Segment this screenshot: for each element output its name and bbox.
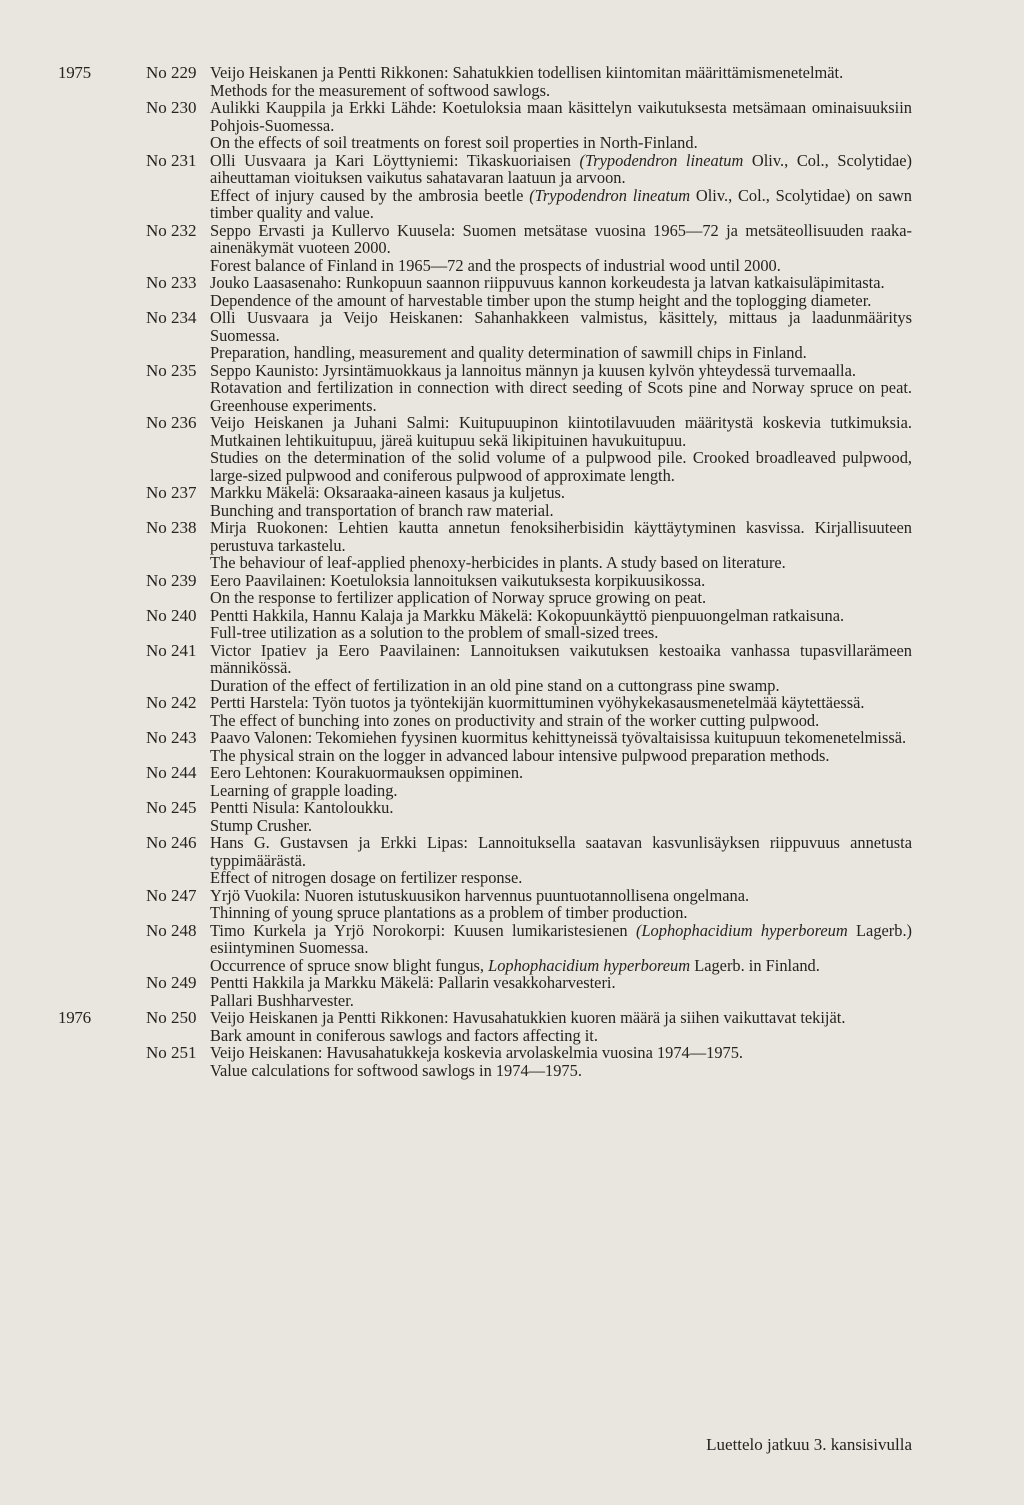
english-title: The physical strain on the logger in advanced labour intensive pulpwood preparation methods.: [210, 745, 830, 765]
publication-number: No 237: [146, 483, 197, 502]
publication-number: No 236: [146, 413, 197, 432]
publication-entry: [0, 607, 1024, 642]
publication-entry: [0, 694, 1024, 729]
publication-entry: [0, 152, 1024, 222]
publication-number: No 240: [146, 605, 197, 625]
finnish-title: Pentti Nisula: Kantoloukku.: [210, 798, 394, 817]
entry-text: [210, 764, 912, 799]
publication-number: No 239: [146, 570, 197, 590]
entry-text: [210, 642, 912, 695]
english-title: Forest balance of Finland in 1965—72 and the prospects of industrial wood until 2000.: [210, 255, 781, 275]
finnish-title: Pentti Hakkila ja Markku Mäkelä: Pallarin vesakkoharvesteri.: [210, 973, 616, 992]
finnish-title: Veijo Heiskanen ja Juhani Salmi: Kuitupuupinon kiintotilavuuden määritystä koskevia tutkimuksia. Mutkainen lehtikuitupuu, järeä kuitupuu sekä likipituinen havukuitupuu.: [210, 413, 912, 450]
publication-entry: [0, 572, 1024, 607]
finnish-title: Veijo Heiskanen: Havusahatukkeja koskevia arvolaskelmia vuosina 1974—1975.: [210, 1043, 744, 1062]
english-title: Bark amount in coniferous sawlogs and factors affecting it.: [210, 1025, 598, 1045]
publication-number: No 248: [146, 920, 197, 940]
entry-text: [210, 1009, 912, 1044]
publication-entry: [0, 414, 1024, 484]
english-title: The effect of bunching into zones on productivity and strain of the worker cutting pulpwood.: [210, 710, 820, 730]
publication-number: No 242: [146, 693, 197, 712]
finnish-title: Victor Ipatiev ja Eero Paavilainen: Lannoituksen vaikutuksen kestoaika vanhassa tupasvillarämeen männikössä.: [210, 640, 912, 677]
entry-text: [210, 572, 912, 607]
finnish-title: Yrjö Vuokila: Nuoren istutuskuusikon harvennus puuntuotannollisena ongelmana.: [210, 885, 750, 905]
finnish-title: Hans G. Gustavsen ja Erkki Lipas: Lannoituksella saatavan kasvunlisäyksen riippuvuus annetusta typpimäärästä.: [210, 833, 912, 870]
english-title: On the effects of soil treatments on forest soil properties in North-Finland.: [210, 133, 698, 152]
entry-text: [210, 222, 912, 275]
entry-text: [210, 414, 912, 484]
entry-text: [210, 484, 912, 519]
publication-number: No 233: [146, 273, 197, 292]
finnish-title: Veijo Heiskanen ja Pentti Rikkonen: Sahatukkien todellisen kiintomitan määrittämismenetelmät.: [210, 63, 844, 82]
english-title: Learning of grapple loading.: [210, 780, 398, 800]
publication-number: No 251: [146, 1043, 197, 1062]
english-title: Full-tree utilization as a solution to the problem of small-sized trees.: [210, 623, 659, 642]
publication-number: No 246: [146, 833, 197, 852]
publication-number: No 244: [146, 763, 197, 782]
entry-text: [210, 729, 912, 764]
publication-entry: [0, 974, 1024, 1009]
english-title: Value calculations for softwood sawlogs in 1974—1975.: [210, 1060, 582, 1080]
publication-entry: [0, 274, 1024, 309]
publication-list: [0, 64, 1024, 1079]
finnish-title: Paavo Valonen: Tekomiehen fyysinen kuormitus kehittyneissä työvaltaisissa kuitupuun tekomenetelmissä.: [210, 728, 907, 747]
finnish-title: Pertti Harstela: Työn tuotos ja työntekijän kuormittuminen vyöhykekasausmenetelmää käytettäessä.: [210, 693, 865, 712]
publication-entry: [0, 309, 1024, 362]
entry-text: [210, 974, 912, 1009]
entry-text: [210, 362, 912, 415]
english-title: Dependence of the amount of harvestable timber upon the stump height and the toplogging diameter.: [210, 290, 872, 310]
publication-entry: [0, 484, 1024, 519]
publication-number: No 234: [146, 308, 197, 327]
english-title: Rotavation and fertilization in connection with direct seeding of Scots pine and Norway spruce on peat. Greenhouse experiments.: [210, 378, 912, 415]
finnish-title: Eero Lehtonen: Kourakuormauksen oppiminen.: [210, 763, 524, 782]
english-title: Occurrence of spruce snow blight fungus, Lophophacidium hyperboreum Lagerb. in Finland.: [210, 955, 820, 975]
entry-text: [210, 922, 912, 975]
english-title: Effect of nitrogen dosage on fertilizer response.: [210, 868, 523, 887]
finnish-title: Markku Mäkelä: Oksaraaka-aineen kasaus ja kuljetus.: [210, 483, 565, 502]
publication-entry: [0, 887, 1024, 922]
entry-text: [210, 64, 912, 99]
publication-number: No 229: [146, 63, 197, 82]
publication-number: No 230: [146, 98, 197, 117]
english-title: Pallari Bushharvester.: [210, 990, 354, 1010]
entry-text: [210, 887, 912, 922]
publication-number: No 231: [146, 150, 197, 170]
publication-number: No 247: [146, 885, 197, 905]
finnish-title: Jouko Laasasenaho: Runkopuun saannon riippuvuus kannon korkeudesta ja latvan katkaisuläpimitasta.: [210, 273, 885, 292]
publication-number: No 249: [146, 973, 197, 992]
publication-number: No 243: [146, 728, 197, 747]
publication-entry: [0, 729, 1024, 764]
finnish-title: Seppo Ervasti ja Kullervo Kuusela: Suomen metsätase vuosina 1965—72 ja metsäteollisuuden raaka-ainenäkymät vuoteen 2000.: [210, 220, 912, 257]
publication-number: No 245: [146, 798, 197, 817]
english-title: On the response to fertilizer application of Norway spruce growing on peat.: [210, 588, 707, 607]
english-title: Studies on the determination of the solid volume of a pulpwood pile. Crooked broadleaved pulpwood, large-sized pulpwood and coniferous pulpwood of approximate length.: [210, 448, 912, 485]
entry-text: [210, 99, 912, 152]
finnish-title: Aulikki Kauppila ja Erkki Lähde: Koetuloksia maan käsittelyn vaikutuksesta metsämaan ominaisuuksiin Pohjois-Suomessa.: [210, 98, 912, 135]
publication-entry: [0, 764, 1024, 799]
continuation-note: Luettelo jatkuu 3. kansisivulla: [706, 1435, 912, 1454]
publication-entry: [0, 222, 1024, 275]
finnish-title: Mirja Ruokonen: Lehtien kautta annetun fenoksiherbisidin käyttäytyminen kasvissa. Kirjallisuuteen perustuva tarkastelu.: [210, 518, 912, 555]
finnish-title: Veijo Heiskanen ja Pentti Rikkonen: Havusahatukkien kuoren määrä ja siihen vaikuttavat tekijät.: [210, 1008, 846, 1027]
entry-text: [210, 607, 912, 642]
entry-text: [210, 799, 912, 834]
publication-number: No 250: [146, 1008, 197, 1027]
entry-text: [210, 1044, 912, 1079]
entry-text: [210, 274, 912, 309]
entry-text: [210, 309, 912, 362]
year-label: 1975: [58, 63, 91, 82]
publication-entry: [0, 834, 1024, 887]
english-title: Stump Crusher.: [210, 815, 312, 835]
entry-text: [210, 152, 912, 222]
entry-text: [210, 694, 912, 729]
publication-number: No 232: [146, 220, 197, 240]
entry-text: [210, 519, 912, 572]
finnish-title: Olli Uusvaara ja Veijo Heiskanen: Sahanhakkeen valmistus, käsittely, mittaus ja laadunmääritys Suomessa.: [210, 308, 912, 345]
publication-entry: [0, 519, 1024, 572]
finnish-title: Pentti Hakkila, Hannu Kalaja ja Markku Mäkelä: Kokopuunkäyttö pienpuuongelman ratkaisuna.: [210, 605, 845, 625]
finnish-title: Olli Uusvaara ja Kari Löyttyniemi: Tikaskuoriaisen (Trypodendron lineatum Oliv., Col., Scolytidae) aiheuttaman vioituksen vaikutus sahatavaran laatuun ja arvoon.: [210, 150, 912, 187]
publication-number: No 235: [146, 360, 197, 380]
publication-entry: [0, 642, 1024, 695]
publication-entry: [0, 1044, 1024, 1079]
english-title: Thinning of young spruce plantations as a problem of timber production.: [210, 903, 688, 922]
english-title: Bunching and transportation of branch raw material.: [210, 500, 554, 520]
publication-entry: [0, 64, 1024, 99]
english-title: Duration of the effect of fertilization in an old pine stand on a cuttongrass pine swamp.: [210, 675, 780, 695]
finnish-title: Seppo Kaunisto: Jyrsintämuokkaus ja lannoitus männyn ja kuusen kylvön yhteydessä turvemaalla.: [210, 360, 856, 380]
publication-number: No 241: [146, 640, 197, 660]
publication-number: No 238: [146, 518, 197, 537]
finnish-title: Timo Kurkela ja Yrjö Norokorpi: Kuusen lumikaristesienen (Lophophacidium hyperboreum Lagerb.) esiintyminen Suomessa.: [210, 920, 913, 957]
publication-entry: [0, 99, 1024, 152]
english-title: The behaviour of leaf-applied phenoxy-herbicides in plants. A study based on literature.: [210, 553, 786, 572]
english-title: Methods for the measurement of softwood sawlogs.: [210, 80, 551, 100]
english-title: Preparation, handling, measurement and quality determination of sawmill chips in Finland.: [210, 343, 807, 362]
publication-entry: [0, 922, 1024, 975]
publication-entry: [0, 362, 1024, 415]
entry-text: [210, 834, 912, 887]
finnish-title: Eero Paavilainen: Koetuloksia lannoituksen vaikutuksesta korpikuusikossa.: [210, 570, 706, 590]
english-title: Effect of injury caused by the ambrosia beetle (Trypodendron lineatum Oliv., Col., Scolytidae) on sawn timber quality and value.: [210, 185, 912, 222]
publication-entry: [0, 799, 1024, 834]
publication-entry: [0, 1009, 1024, 1044]
year-label: 1976: [58, 1008, 91, 1027]
